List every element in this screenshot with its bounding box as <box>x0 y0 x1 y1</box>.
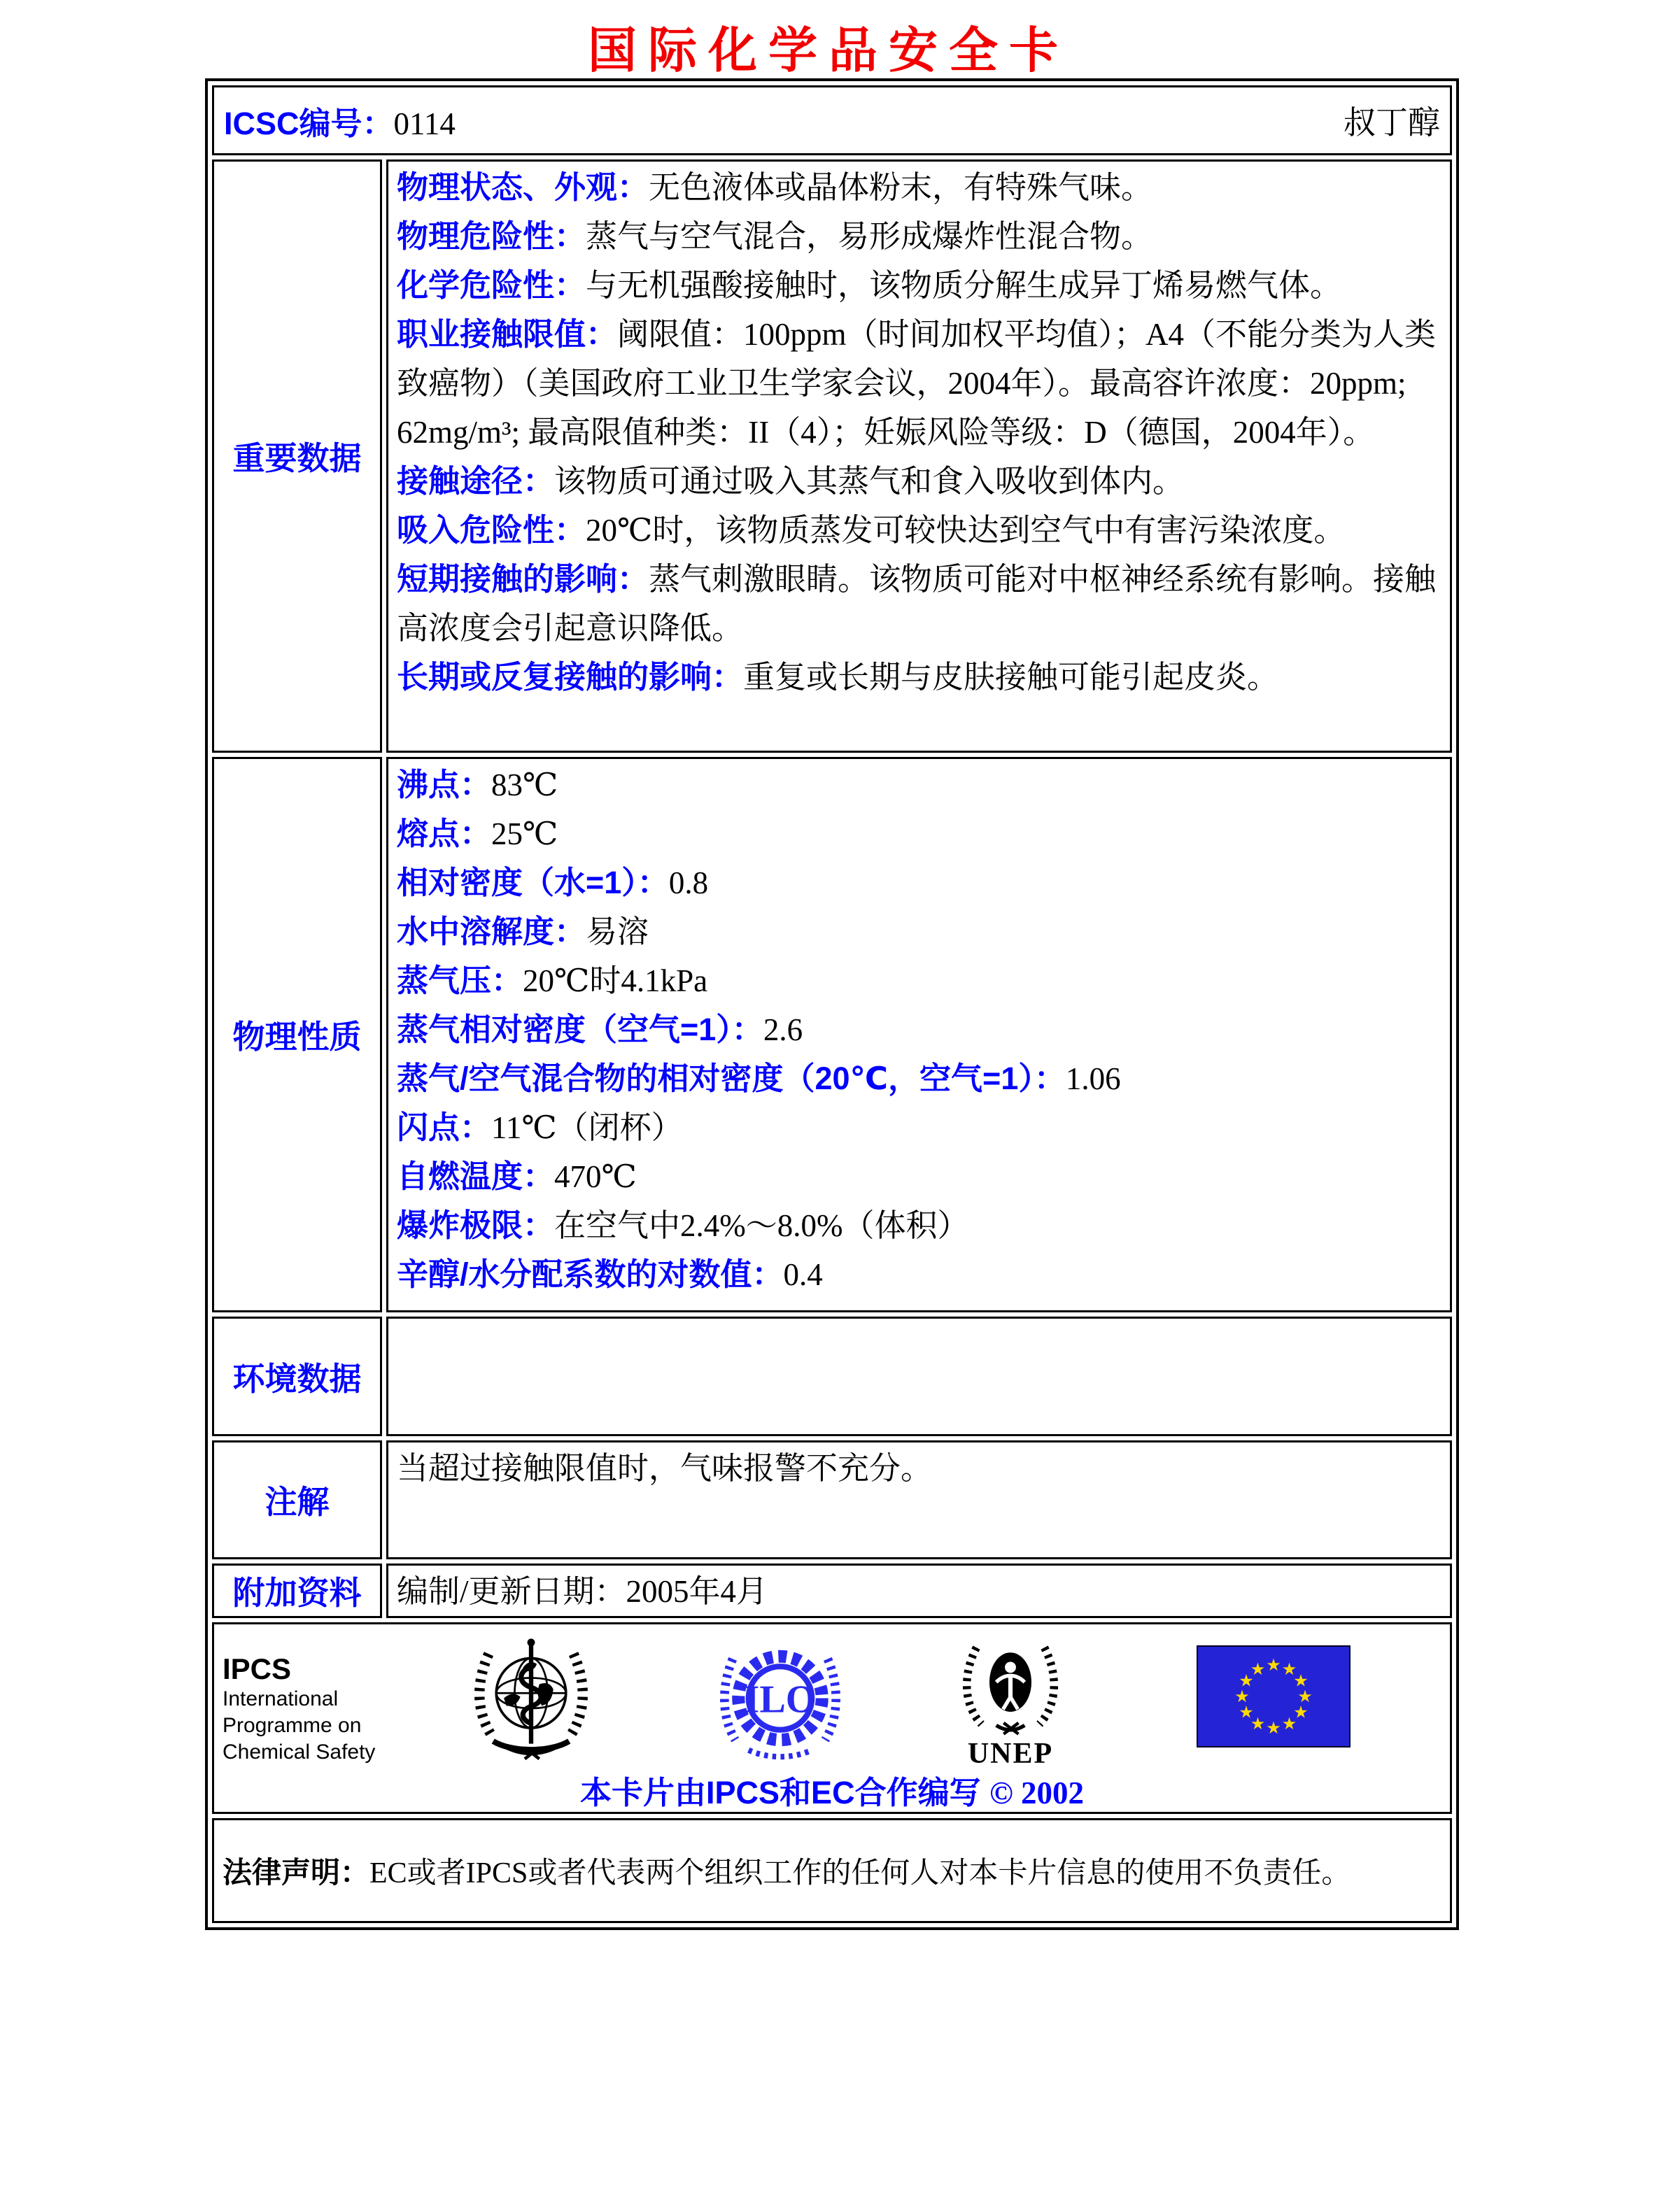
field-long-term-effects: 长期或反复接触的影响：重复或长期与皮肤接触可能引起皮炎。 <box>397 659 1279 695</box>
svg-text:★: ★ <box>1281 1714 1297 1734</box>
field-relative-density: 相对密度（水=1）：0.8 <box>397 865 709 900</box>
important-data-label-cell <box>212 159 382 753</box>
environmental-data-label-cell <box>212 1317 382 1436</box>
section-label-environmental-data: 环境数据 <box>232 1360 362 1397</box>
field-vapor-pressure: 蒸气压：20℃时4.1kPa <box>397 963 708 998</box>
legal-statement <box>223 1850 1443 1892</box>
legal-cell <box>212 1818 1452 1923</box>
field-melting-point: 熔点：25℃ <box>397 816 558 851</box>
field-physical-state: 物理状态、外观：无色液体或晶体粉末，有特殊气味。 <box>397 169 1153 205</box>
field-exposure-routes: 接触途径：该物质可通过吸入其蒸气和食入吸收到体内。 <box>397 463 1185 499</box>
ipcs-text-block <box>223 1652 375 1766</box>
card-header-cell <box>212 85 1452 155</box>
notes-label-cell <box>212 1440 382 1559</box>
cooperation-caption <box>214 1767 1450 1813</box>
ipcs-subtitle-line1: International <box>223 1687 339 1710</box>
section-label-notes: 注解 <box>265 1484 330 1520</box>
legal-statement-label: 法律声明： <box>223 1856 370 1889</box>
svg-text:★: ★ <box>1234 1687 1250 1706</box>
ipcs-subtitle-line2: Programme on <box>223 1714 362 1737</box>
logos-row <box>212 1622 1452 1814</box>
field-chemical-danger: 化学危险性：与无机强酸接触时，该物质分解生成异丁烯易燃气体。 <box>397 267 1342 303</box>
field-autoignition-temperature: 自燃温度：470℃ <box>397 1158 637 1194</box>
svg-text:★: ★ <box>1297 1687 1313 1706</box>
additional-info-row <box>212 1564 1452 1618</box>
icsc-number-value: 0114 <box>393 106 456 141</box>
unep-logo-block <box>954 1633 1066 1771</box>
cooperation-caption-text: 本卡片由IPCS和EC合作编写 <box>580 1775 981 1810</box>
field-vapor-relative-density: 蒸气相对密度（空气=1）：2.6 <box>397 1012 803 1047</box>
ipcs-acronym: IPCS <box>223 1652 292 1685</box>
notes-text: 当超过接触限值时，气味报警不充分。 <box>397 1451 933 1486</box>
field-boiling-point: 沸点：83℃ <box>397 767 558 802</box>
svg-text:★: ★ <box>1239 1671 1254 1691</box>
eu-flag-icon <box>1197 1645 1351 1747</box>
section-label-physical-properties: 物理性质 <box>232 1019 362 1055</box>
chemical-name: 叔丁醇 <box>1344 105 1440 141</box>
field-flash-point: 闪点：11℃（闭杯） <box>397 1109 683 1145</box>
svg-text:ILO: ILO <box>744 1678 817 1722</box>
svg-text:★: ★ <box>1281 1659 1297 1679</box>
svg-text:★: ★ <box>1293 1702 1309 1722</box>
icsc-number-label: ICSC编号： <box>224 105 394 141</box>
svg-text:★: ★ <box>1239 1702 1254 1722</box>
icsc-card-table <box>205 78 1459 1930</box>
unep-wordmark: UNEP <box>967 1738 1054 1770</box>
legal-row <box>212 1818 1452 1923</box>
field-octanol-water-partition: 辛醇/水分配系数的对数值：0.4 <box>397 1256 823 1292</box>
field-water-solubility: 水中溶解度：易溶 <box>397 914 649 949</box>
additional-info-label-cell <box>212 1564 382 1618</box>
physical-properties-label-cell <box>212 757 382 1312</box>
ipcs-subtitle-line3: Chemical Safety <box>223 1740 376 1764</box>
ilo-logo-icon <box>714 1631 847 1771</box>
svg-text:★: ★ <box>1266 1718 1281 1738</box>
environmental-data-content-cell <box>386 1317 1452 1436</box>
svg-text:★: ★ <box>1250 1714 1266 1734</box>
who-logo-icon <box>465 1631 598 1771</box>
logos-cell <box>212 1622 1452 1814</box>
field-inhalation-risk: 吸入危险性：20℃时，该物质蒸发可较快达到空气中有害污染浓度。 <box>397 512 1346 548</box>
card-header-row <box>212 85 1452 155</box>
important-data-content-cell <box>386 159 1452 753</box>
svg-text:★: ★ <box>1293 1671 1309 1691</box>
physical-properties-content-cell <box>386 757 1452 1312</box>
field-occupational-exposure-limit: 职业接触限值：阈限值：100ppm（时间加权平均值）；A4（不能分类为人类致癌物）（美国政府工业卫生学家会议，2004年）。最高容许浓度：20ppm; 62mg/m³; 最高限值种类：II（4）；妊娠风险等级：D（德国，2004年）。 <box>397 316 1437 450</box>
notes-content-cell <box>386 1440 1452 1559</box>
physical-properties-row <box>212 757 1452 1312</box>
field-vapor-air-mixture-density: 蒸气/空气混合物的相对密度（20℃，空气=1）：1.06 <box>397 1061 1121 1096</box>
svg-text:★: ★ <box>1266 1655 1281 1675</box>
section-label-additional-info: 附加资料 <box>232 1575 362 1611</box>
page-title: 国际化学品安全卡 <box>588 21 1069 79</box>
field-short-term-effects: 短期接触的影响：蒸气刺激眼睛。该物质可能对中枢神经系统有影响。接触高浓度会引起意识降低。 <box>397 561 1437 646</box>
svg-text:★: ★ <box>1250 1659 1266 1679</box>
field-physical-danger: 物理危险性：蒸气与空气混合，易形成爆炸性混合物。 <box>397 218 1153 254</box>
field-explosive-limits: 爆炸极限：在空气中2.4%～8.0%（体积） <box>397 1207 969 1243</box>
additional-info-content-cell <box>386 1564 1452 1618</box>
icsc-number <box>224 98 456 143</box>
unep-logo-icon <box>958 1633 1063 1738</box>
section-label-important-data: 重要数据 <box>232 440 362 476</box>
environmental-data-row <box>212 1317 1452 1436</box>
important-data-row <box>212 159 1452 753</box>
copyright-text: © 2002 <box>989 1775 1084 1810</box>
legal-statement-text: EC或者IPCS或者代表两个组织工作的任何人对本卡片信息的使用不负责任。 <box>369 1857 1351 1890</box>
notes-row <box>212 1440 1452 1559</box>
additional-info-text: 编制/更新日期：2005年4月 <box>397 1574 768 1609</box>
